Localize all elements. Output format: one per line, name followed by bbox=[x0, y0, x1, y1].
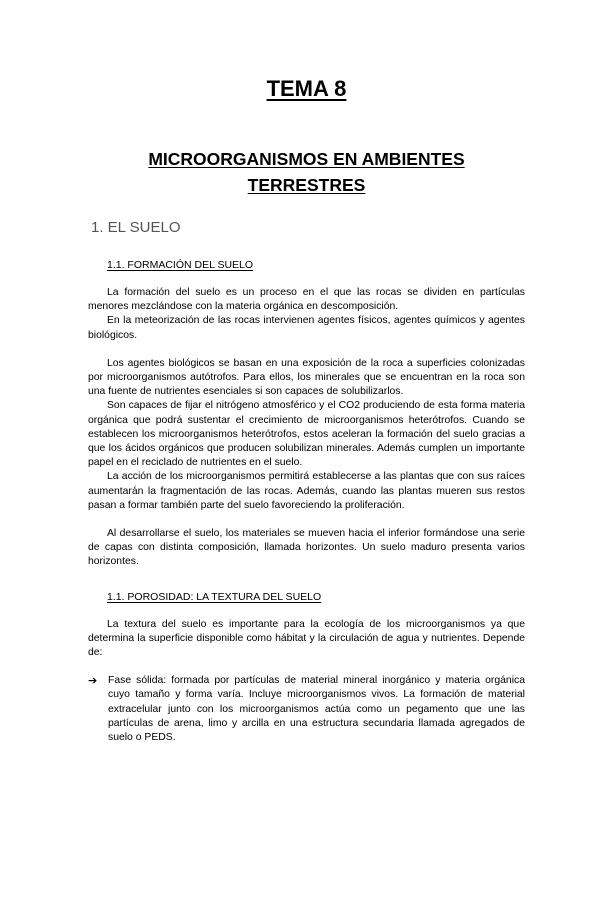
bullet-list bbox=[88, 674, 525, 745]
document-subtitle bbox=[88, 146, 525, 198]
document-title: TEMA 8 bbox=[266, 76, 347, 101]
paragraph: La formación del suelo es un proceso en el que las rocas se dividen en partículas menores mezclándose con la materia orgánica en descomposición. bbox=[88, 287, 525, 313]
paragraph: Al desarrollarse el suelo, los materiales se mueven hacia el inferior formándose una serie de capas con distinta composición, llamada horizontes. Un suelo maduro presenta varios horizontes. bbox=[88, 528, 525, 568]
document-page bbox=[0, 76, 600, 924]
list-item-text: Fase sólida: formada por partículas de material mineral inorgánico y materia orgánica cuyo tamaño y forma varía. Incluye microorganismos vivos. La formación de material extracelular junto con los microorganismos actúa como un pegamento que une las partículas de arena, limo y arcilla en una estructura secundaria llamada agregados de suelo o PEDS. bbox=[108, 675, 525, 744]
document-subtitle-line-1: MICROORGANISMOS EN AMBIENTES bbox=[148, 149, 465, 169]
subsection-heading-porosidad: 1.1. POROSIDAD: LA TEXTURA DEL SUELO bbox=[107, 590, 322, 603]
arrow-right-icon: ➔ bbox=[88, 675, 98, 688]
paragraph: En la meteorización de las rocas intervienen agentes físicos, agentes químicos y agentes biológicos. bbox=[88, 315, 525, 341]
document-subtitle-line-2: TERRESTRES bbox=[247, 175, 366, 195]
section-heading-el-suelo: 1. EL SUELO bbox=[91, 219, 181, 236]
paragraph: La acción de los microorganismos permitirá establecerse a las plantas que con sus raíces aumentarán la fragmentación de las rocas. Además, cuando las plantas mueren sus restos pasan a formar también parte del suelo favoreciendo la proliferación. bbox=[88, 471, 525, 511]
paragraph: Son capaces de fijar el nitrógeno atmosférico y el CO2 produciendo de esta forma materia orgánica que podrá sustentar el crecimiento de microorganismos heterótrofos. Cuando se establecen los microorganismos heterótrofos, estos aceleran la formación del suelo gracias a que los ácidos orgánicos que producen solubilizan minerales. Además cumplen un importante papel en el reciclado de nutrientes en el suelo. bbox=[88, 400, 525, 469]
subsection-heading-formacion: 1.1. FORMACIÓN DEL SUELO bbox=[107, 259, 254, 271]
list-item bbox=[88, 674, 525, 745]
paragraph: Los agentes biológicos se basan en una exposición de la roca a superficies colonizadas por microorganismos autótrofos. Para ellos, los minerales que se encuentran en la roca son una fuente de nutrientes esenciales si son capaces de solubilizarlos. bbox=[88, 357, 525, 398]
paragraph: La textura del suelo es importante para la ecología de los microorganismos ya que determina la superficie disponible como hábitat y la circulación de agua y nutrientes. Depende de: bbox=[88, 618, 525, 659]
